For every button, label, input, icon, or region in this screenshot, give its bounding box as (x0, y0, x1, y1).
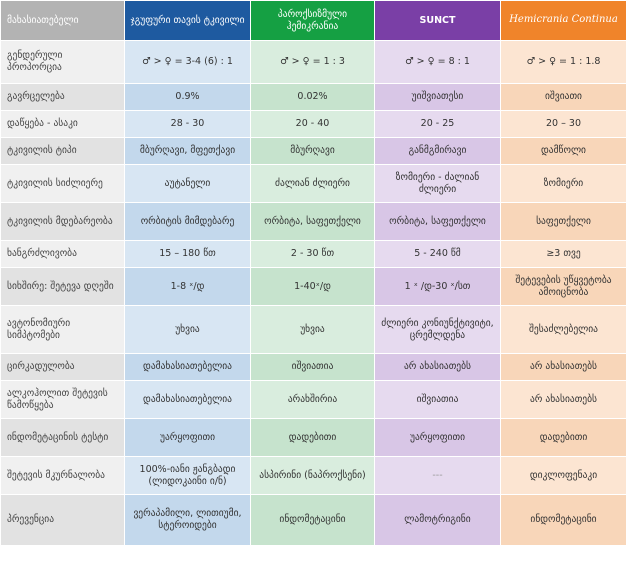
row-label: პრევენცია (1, 495, 125, 546)
row-label: ავტონომიური სიმპტომები (1, 306, 125, 354)
row-label: ცირკადულობა (1, 354, 125, 381)
header-sunct: SUNCT (375, 1, 501, 41)
row-label: დაწყება - ასაკი (1, 111, 125, 138)
table-row (1, 381, 626, 419)
cell-sunct: 1 ˣ /დ-30 ˣ/სთ (375, 268, 501, 306)
cell-cluster: დამახასიათებელია (125, 381, 251, 419)
cell-paroxysmal: არახშირია (251, 381, 375, 419)
table-row (1, 268, 626, 306)
row-label: ტკივილის ტიპი (1, 138, 125, 165)
cell-hemicrania: დამწოლი (501, 138, 626, 165)
cell-hemicrania: ♂ > ♀ = 1 : 1.8 (501, 41, 626, 84)
cell-sunct: ორბიტა, საფეთქელი (375, 203, 501, 241)
cell-paroxysmal: ინდომეტაცინი (251, 495, 375, 546)
cell-cluster: აუტანელი (125, 165, 251, 203)
table-row (1, 457, 626, 495)
cell-paroxysmal: მბურღავი (251, 138, 375, 165)
cell-hemicrania: არ ახასიათებს (501, 354, 626, 381)
table-row (1, 306, 626, 354)
table-row (1, 84, 626, 111)
cell-cluster: 100%-იანი ჟანგბადი (ლიდოკაინი ი/ნ) (125, 457, 251, 495)
cell-sunct: ♂ > ♀ = 8 : 1 (375, 41, 501, 84)
cell-sunct: 20 - 25 (375, 111, 501, 138)
header-hemicrania-continua: Hemicrania Continua (501, 1, 626, 41)
cell-hemicrania: იშვიათი (501, 84, 626, 111)
table-row (1, 203, 626, 241)
cell-sunct: ძლიერი კონიუნქტივიტი, ცრემლდენა (375, 306, 501, 354)
cell-sunct: 5 - 240 წმ (375, 241, 501, 268)
cell-paroxysmal: 2 - 30 წთ (251, 241, 375, 268)
cell-hemicrania: შეტევების უწყვეტობა ამოიცნობა (501, 268, 626, 306)
cell-sunct: განმგმირავი (375, 138, 501, 165)
header-cluster-headache: ჯგუფური თავის ტკივილი (125, 1, 251, 41)
row-label: ალკოჰოლით შეტევის წამოწყება (1, 381, 125, 419)
cell-cluster: მბურღავი, მფეთქავი (125, 138, 251, 165)
cell-paroxysmal: 0.02% (251, 84, 375, 111)
table-row (1, 41, 626, 84)
cell-hemicrania: ≥3 თვე (501, 241, 626, 268)
table-row (1, 495, 626, 546)
header-feature: მახასიათებელი (1, 1, 125, 41)
cell-sunct: ზომიერი - ძალიან ძლიერი (375, 165, 501, 203)
table-row (1, 138, 626, 165)
table-row (1, 165, 626, 203)
cell-cluster: ♂ > ♀ = 3-4 (6) : 1 (125, 41, 251, 84)
cell-cluster: 1-8 ˣ/დ (125, 268, 251, 306)
table-row (1, 354, 626, 381)
cell-sunct: უიშვიათესი (375, 84, 501, 111)
cell-cluster: ვერაპამილი, ლითიუმი, სტეროიდები (125, 495, 251, 546)
row-label: ინდომეტაცინის ტესტი (1, 419, 125, 457)
cell-hemicrania: საფეთქელი (501, 203, 626, 241)
cell-sunct: --- (375, 457, 501, 495)
cell-paroxysmal: უხვია (251, 306, 375, 354)
cell-sunct: ლამოტრიგინი (375, 495, 501, 546)
row-label: ხანგრძლივობა (1, 241, 125, 268)
cell-paroxysmal: ასპირინი (ნაპროქსენი) (251, 457, 375, 495)
cell-cluster: 15 – 180 წთ (125, 241, 251, 268)
cell-paroxysmal: დადებითი (251, 419, 375, 457)
row-label: გავრცელება (1, 84, 125, 111)
cell-cluster: უხვია (125, 306, 251, 354)
cell-sunct: არ ახასიათებს (375, 354, 501, 381)
cell-hemicrania: დადებითი (501, 419, 626, 457)
cell-hemicrania: 20 – 30 (501, 111, 626, 138)
cell-hemicrania: შესაძლებელია (501, 306, 626, 354)
cell-hemicrania: დიკლოფენაკი (501, 457, 626, 495)
cell-paroxysmal: 20 - 40 (251, 111, 375, 138)
cell-cluster: დამახასიათებელია (125, 354, 251, 381)
cell-sunct: იშვიათია (375, 381, 501, 419)
cell-cluster: 28 - 30 (125, 111, 251, 138)
header-row (1, 1, 626, 41)
cell-paroxysmal: იშვიათია (251, 354, 375, 381)
row-label: გენდერული პროპორცია (1, 41, 125, 84)
header-paroxysmal-hemicrania: პაროქსიზმული ჰემიკრანია (251, 1, 375, 41)
row-label: შეტევის მკურნალობა (1, 457, 125, 495)
cell-cluster: 0.9% (125, 84, 251, 111)
cell-hemicrania: ზომიერი (501, 165, 626, 203)
table-row (1, 241, 626, 268)
cell-paroxysmal: ორბიტა, საფეთქელი (251, 203, 375, 241)
cell-paroxysmal: ძალიან ძლიერი (251, 165, 375, 203)
cell-hemicrania: არ ახასიათებს (501, 381, 626, 419)
cell-paroxysmal: 1-40ˣ/დ (251, 268, 375, 306)
table-row (1, 111, 626, 138)
row-label: ტკივილის სიძლიერე (1, 165, 125, 203)
cell-sunct: უარყოფითი (375, 419, 501, 457)
table-row (1, 419, 626, 457)
cell-paroxysmal: ♂ > ♀ = 1 : 3 (251, 41, 375, 84)
cell-hemicrania: ინდომეტაცინი (501, 495, 626, 546)
row-label: ტკივილის მდებარეობა (1, 203, 125, 241)
row-label: სიხშირე: შეტევა დღეში (1, 268, 125, 306)
cell-cluster: ორბიტის მიმდებარე (125, 203, 251, 241)
cell-cluster: უარყოფითი (125, 419, 251, 457)
